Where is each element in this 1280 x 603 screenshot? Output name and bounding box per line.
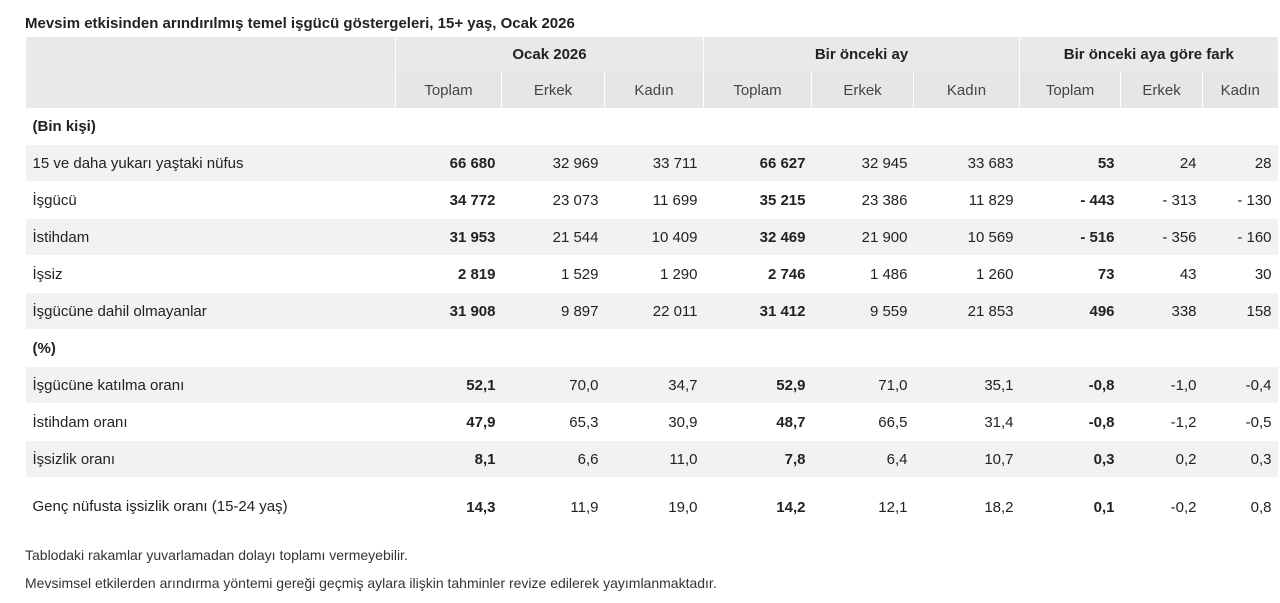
row-label: İşgücü <box>26 182 396 219</box>
table-cell: 1 486 <box>812 256 914 293</box>
table-cell: 11 829 <box>914 182 1020 219</box>
table-cell: 12,1 <box>812 478 914 537</box>
section-label: (Bin kişi) <box>26 108 1278 145</box>
table-cell: 66 680 <box>396 145 502 182</box>
table-cell: 31 953 <box>396 219 502 256</box>
table-container <box>25 11 1272 593</box>
column-header: Kadın <box>1203 72 1278 108</box>
table-cell: - 356 <box>1121 219 1203 256</box>
section-label: (%) <box>26 330 1278 367</box>
table-cell: -0,5 <box>1203 404 1278 441</box>
table-cell: -0,4 <box>1203 367 1278 404</box>
table-cell: 73 <box>1020 256 1121 293</box>
column-header: Erkek <box>502 72 605 108</box>
table-cell: 32 945 <box>812 145 914 182</box>
section-header-row <box>26 108 1278 145</box>
table-cell: 9 897 <box>502 293 605 330</box>
table-cell: 52,1 <box>396 367 502 404</box>
table-row <box>26 441 1278 478</box>
table-cell: 6,4 <box>812 441 914 478</box>
table-cell: 47,9 <box>396 404 502 441</box>
table-cell: 7,8 <box>704 441 812 478</box>
table-cell: 2 746 <box>704 256 812 293</box>
row-label: İşsizlik oranı <box>26 441 396 478</box>
table-body <box>26 108 1278 537</box>
column-header: Toplam <box>704 72 812 108</box>
table-cell: 6,6 <box>502 441 605 478</box>
table-cell: 31 908 <box>396 293 502 330</box>
table-cell: 158 <box>1203 293 1278 330</box>
footnote: Tablodaki rakamlar yuvarlamadan dolayı toplamı vermeyebilir. <box>25 547 408 563</box>
table-cell: 28 <box>1203 145 1278 182</box>
table-row <box>26 404 1278 441</box>
group-header: Ocak 2026 <box>396 37 704 72</box>
table-cell: 23 386 <box>812 182 914 219</box>
group-header: Bir önceki ay <box>704 37 1020 72</box>
group-header-row <box>26 37 1278 72</box>
column-header: Erkek <box>812 72 914 108</box>
table-cell: 32 969 <box>502 145 605 182</box>
table-cell: 1 260 <box>914 256 1020 293</box>
table-cell: 71,0 <box>812 367 914 404</box>
table-cell: 34,7 <box>605 367 704 404</box>
table-cell: 31,4 <box>914 404 1020 441</box>
table-cell: 48,7 <box>704 404 812 441</box>
table-cell: 43 <box>1121 256 1203 293</box>
table-cell: 18,2 <box>914 478 1020 537</box>
table-row <box>26 219 1278 256</box>
table-cell: 21 544 <box>502 219 605 256</box>
column-header: Kadın <box>914 72 1020 108</box>
column-header: Kadın <box>605 72 704 108</box>
column-header: Toplam <box>396 72 502 108</box>
table-cell: 0,3 <box>1203 441 1278 478</box>
table-row <box>26 182 1278 219</box>
table-cell: 19,0 <box>605 478 704 537</box>
stub-header <box>26 37 396 108</box>
table-cell: 14,3 <box>396 478 502 537</box>
table-row <box>26 293 1278 330</box>
table-cell: 23 073 <box>502 182 605 219</box>
table-cell: - 160 <box>1203 219 1278 256</box>
table-cell: 31 412 <box>704 293 812 330</box>
table-cell: 10 409 <box>605 219 704 256</box>
table-row <box>26 478 1278 537</box>
table-cell: 22 011 <box>605 293 704 330</box>
table-cell: 52,9 <box>704 367 812 404</box>
column-header: Erkek <box>1121 72 1203 108</box>
footnote: Mevsimsel etkilerden arındırma yöntemi gereği geçmiş aylara ilişkin tahminler revize edilerek yayımlanmaktadır. <box>25 575 717 591</box>
table-cell: 35,1 <box>914 367 1020 404</box>
table-cell: 70,0 <box>502 367 605 404</box>
table-cell: 1 290 <box>605 256 704 293</box>
table-cell: 33 683 <box>914 145 1020 182</box>
table-cell: 8,1 <box>396 441 502 478</box>
group-header: Bir önceki aya göre fark <box>1020 37 1278 72</box>
column-header: Toplam <box>1020 72 1121 108</box>
table-cell: 30 <box>1203 256 1278 293</box>
table-cell: 2 819 <box>396 256 502 293</box>
table-cell: -0,8 <box>1020 367 1121 404</box>
table-cell: 0,2 <box>1121 441 1203 478</box>
table-cell: 10,7 <box>914 441 1020 478</box>
table-cell: 1 529 <box>502 256 605 293</box>
table-cell: 338 <box>1121 293 1203 330</box>
table-cell: 11 699 <box>605 182 704 219</box>
table-cell: 30,9 <box>605 404 704 441</box>
table-cell: 53 <box>1020 145 1121 182</box>
table-cell: - 130 <box>1203 182 1278 219</box>
table-cell: 21 900 <box>812 219 914 256</box>
table-cell: - 443 <box>1020 182 1121 219</box>
table-cell: -1,2 <box>1121 404 1203 441</box>
labor-force-table <box>25 37 1278 537</box>
table-cell: 35 215 <box>704 182 812 219</box>
row-label: İstihdam <box>26 219 396 256</box>
table-cell: - 313 <box>1121 182 1203 219</box>
table-cell: 0,3 <box>1020 441 1121 478</box>
table-cell: 33 711 <box>605 145 704 182</box>
table-title: Mevsim etkisinden arındırılmış temel işgücü göstergeleri, 15+ yaş, Ocak 2026 <box>25 15 575 32</box>
row-label: İşsiz <box>26 256 396 293</box>
row-label: İşgücüne katılma oranı <box>26 367 396 404</box>
table-cell: 11,0 <box>605 441 704 478</box>
table-cell: 24 <box>1121 145 1203 182</box>
row-label: Genç nüfusta işsizlik oranı (15-24 yaş) <box>26 478 396 537</box>
table-cell: 65,3 <box>502 404 605 441</box>
table-cell: 10 569 <box>914 219 1020 256</box>
table-cell: -1,0 <box>1121 367 1203 404</box>
table-cell: 0,8 <box>1203 478 1278 537</box>
table-cell: 9 559 <box>812 293 914 330</box>
table-cell: 11,9 <box>502 478 605 537</box>
table-cell: 21 853 <box>914 293 1020 330</box>
table-cell: -0,2 <box>1121 478 1203 537</box>
table-cell: 14,2 <box>704 478 812 537</box>
row-label: 15 ve daha yukarı yaştaki nüfus <box>26 145 396 182</box>
table-row <box>26 367 1278 404</box>
table-row <box>26 256 1278 293</box>
table-cell: - 516 <box>1020 219 1121 256</box>
row-label: İşgücüne dahil olmayanlar <box>26 293 396 330</box>
table-row <box>26 145 1278 182</box>
row-label: İstihdam oranı <box>26 404 396 441</box>
table-cell: 496 <box>1020 293 1121 330</box>
section-header-row <box>26 330 1278 367</box>
table-cell: 32 469 <box>704 219 812 256</box>
table-cell: 66 627 <box>704 145 812 182</box>
table-cell: -0,8 <box>1020 404 1121 441</box>
table-cell: 34 772 <box>396 182 502 219</box>
table-cell: 0,1 <box>1020 478 1121 537</box>
table-cell: 66,5 <box>812 404 914 441</box>
